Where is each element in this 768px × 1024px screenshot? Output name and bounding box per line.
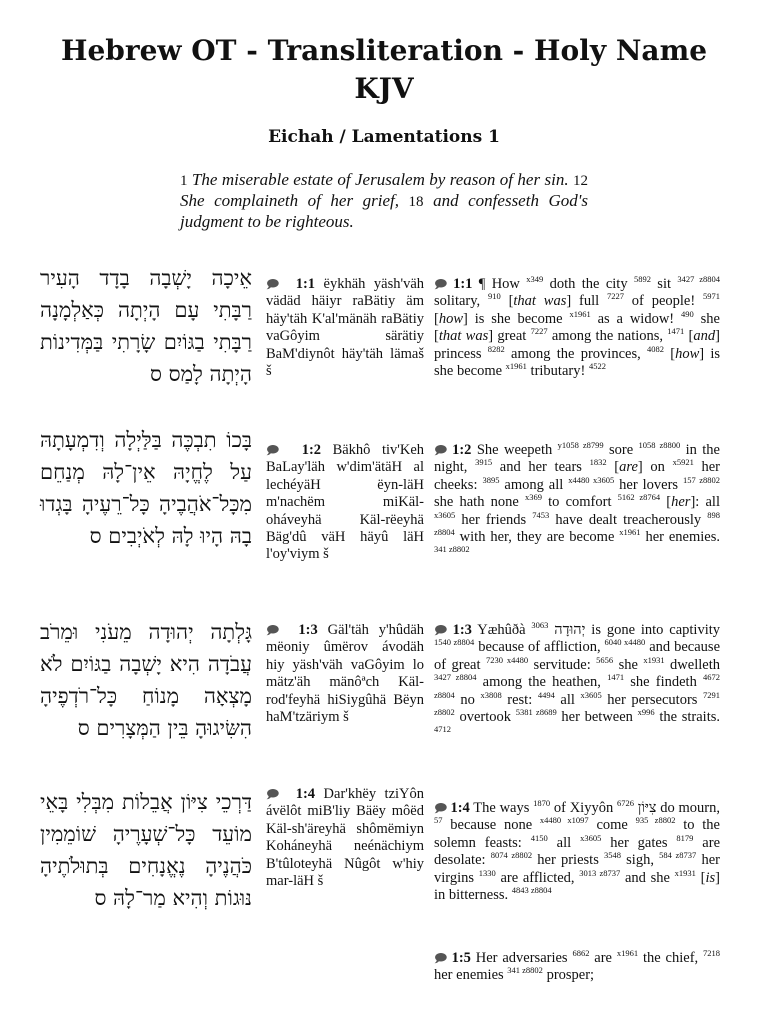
english-text: 🗩 1:1 ¶ How $^{x349}$ doth the city $^{5892}$ sit $^{3427 z8804}$ solitary, $^{910}$ [that was] full $^{7227}$ of people! $^{5971}$ [how] is she become $^{x1961}$ as a widow! $^{490}$ she [that was] great $^{7227}$ among the nations, $^{1471}$ [and] princess $^{8282}$ among the provinces, $^{4082}$ [how] is she become $^{x1961}$ tributary! $^{4522}$ [434,274,721,380]
verse-ref: 1:3 [452,622,472,638]
verse-ref: 1:3 [298,622,318,638]
transliteration-text [266,622,424,726]
summary-verse-number: 18 [408,194,424,210]
verse-ref: 1:1 [453,276,473,292]
verse-ref: 1:4 [295,786,316,802]
english-text: 🗩 1:2 She weepeth $^{y1058 z8799}$ sore $^{1058 z8800}$ in the night, $^{3915}$ and her tears $^{1832}$ [are] on $^{x5921}$ her cheeks: $^{3895}$ among all $^{x4480 x3605}$ her lovers $^{157 z8802}$ she hath none $^{x369}$ to comfort $^{5162 z8764}$ [her]: all $^{x3605}$ her friends $^{7453}$ have dealt treacherously $^{898 z8804}$ with her, they are become $^{x1961}$ her enemies. $^{341 z8802}$ [434,440,721,555]
transliteration: Bäkhô tiv'Keh BaLay'läh w'dim'ätäH al lechéyäH ëyn-läH m'nachëm miKäl-oháveyhä Käl-rëeyhä Bäg'dû väH häyû läH l'oy'viym š [266,442,425,563]
summary-text: The miserable estate of Jerusalem by reason of her sin. [191,170,569,189]
transliteration-text [266,442,424,564]
transliteration: Dar'khëy tziYôn ávëlôt miB'liy Bäëy môëd Käl-sh'äreyhä shômëmiyn Koháneyhä neénächiym B'tûloteyhä Nûgôt w'hiy mar-läH š [266,786,425,890]
transliteration: ëykhäh yäsh'väh vädäd häiyr raBätiy äm häy'täh K'al'mänäh raBätiy vaGôyim särätiy BaM'diynôt häy'täh lämaš š [266,276,425,380]
comment-icon[interactable]: 🗩 [434,801,448,815]
summary-text: and confesseth God's judgment to be righteous. [180,191,589,231]
summary-verse-number: 1 [180,173,188,189]
chapter-summary [180,170,588,232]
english-text: 🗩 1:4 The ways $^{1870}$ of Xiyyôn $^{6726}$ צִיּוֹן do mourn, $^{57}$ because none $^{x4480 x1097}$ come $^{935 z8802}$ to the solemn feasts: $^{4150}$ all $^{x3605}$ her gates $^{8179}$ are desolate: $^{8074 z8802}$ her priests $^{3548}$ sigh, $^{584 z8737}$ her virgins $^{1330}$ are afflicted, $^{3013 z8737}$ and she $^{x1931}$ [is] in bitterness. $^{4843 z8804}$ [434,798,721,904]
english-text-partial: 🗩 1:5 Her adversaries $^{6862}$ are $^{x1961}$ the chief, $^{7218}$ her enemies $^{341 z8802}$ prosper; [434,948,721,984]
hebrew-text: דַּרְכֵי צִיּוֹן אֲבֵלוֹת מִבְּלִי בָּאֵי מוֹעֵד כָּל־שְׁעָרֶיהָ שׁוֹמֵמִין כֹּהֲנֶיהָ נֶאֱנָחִים בְּתוּלֹתֶיהָ נּוּגוֹת וְהִיא מַר־לָהּ ס [40,790,252,910]
transliteration-text [266,276,424,380]
transliteration-text [266,786,424,890]
verse-ref: 1:4 [450,800,470,816]
summary-verse-number: 12 [573,173,589,189]
comment-icon[interactable]: 🗩 [266,277,285,291]
comment-icon[interactable]: 🗩 [434,951,449,965]
page-title: Hebrew OT - Transliteration - Holy Name KJV [60,34,708,105]
verse-ref: 1:5 [451,950,471,966]
comment-icon[interactable]: 🗩 [266,787,285,801]
verse-ref: 1:2 [452,442,472,458]
transliteration: Gäl'täh y'hûdäh mëoniy ûmërov ávodäh hiy yäsh'väh vaGôyim lo mätz'äh mänôªch Käl-rod'feyhä hiSiygûhä Bëyn haM'tzäriym š [266,622,425,726]
comment-icon[interactable]: 🗩 [434,623,450,637]
comment-icon[interactable]: 🗩 [266,623,286,637]
comment-icon[interactable]: 🗩 [266,443,288,457]
hebrew-text: בָּכוֹ תִבְכֶּה בַּלַּיְלָה וְדִמְעָתָהּ עַל לֶחֱיָהּ אֵין־לָהּ מְנַחֵם מִכָּל־אֹהֲבֶיהָ כָּל־רֵעֶיהָ בָּגְדוּ בָהּ הָיוּ לָהּ לְאֹיְבִים ס [40,428,252,548]
hebrew-text: אֵיכָה יָשְׁבָה בָדָד הָעִיר רַבָּתִי עָם הָיְתָה כְּאַלְמָנָה רַבָּתִי בַגּוֹיִם שָׂרָתִי בַּמְּדִינוֹת הָיְתָה לָמַס ס [40,266,252,386]
verse-ref: 1:2 [301,442,322,458]
hebrew-text: גָּלְתָה יְהוּדָה מֵעֹנִי וּמֵרֹב עֲבֹדָה הִיא יָשְׁבָה בַגּוֹיִם לֹא מָצְאָה מָנוֹחַ כָּל־רֹדְפֶיהָ הִשִּׂיגוּהָ בֵּין הַמְּצָרִים ס [40,620,252,740]
verse-ref: 1:1 [295,276,316,292]
summary-text: She complaineth of her grief, [180,191,399,210]
chapter-heading: Eichah / Lamentations 1 [268,127,500,147]
english-text: 🗩 1:3 Yæhûðà $^{3063}$ יְהוּדָה is gone into captivity $^{1540 z8804}$ because of affliction, $^{6040 x4480}$ and because of great $^{7230 x4480}$ servitude: $^{5656}$ she $^{x1931}$ dwelleth $^{3427 z8804}$ among the heathen, $^{1471}$ she findeth $^{4672 z8804}$ no $^{x3808}$ rest: $^{4494}$ all $^{x3605}$ her persecutors $^{7291 z8802}$ overtook $^{5381 z8689}$ her between $^{x996}$ the straits. $^{4712}$ [434,620,721,735]
comment-icon[interactable]: 🗩 [434,277,451,291]
comment-icon[interactable]: 🗩 [434,443,450,457]
